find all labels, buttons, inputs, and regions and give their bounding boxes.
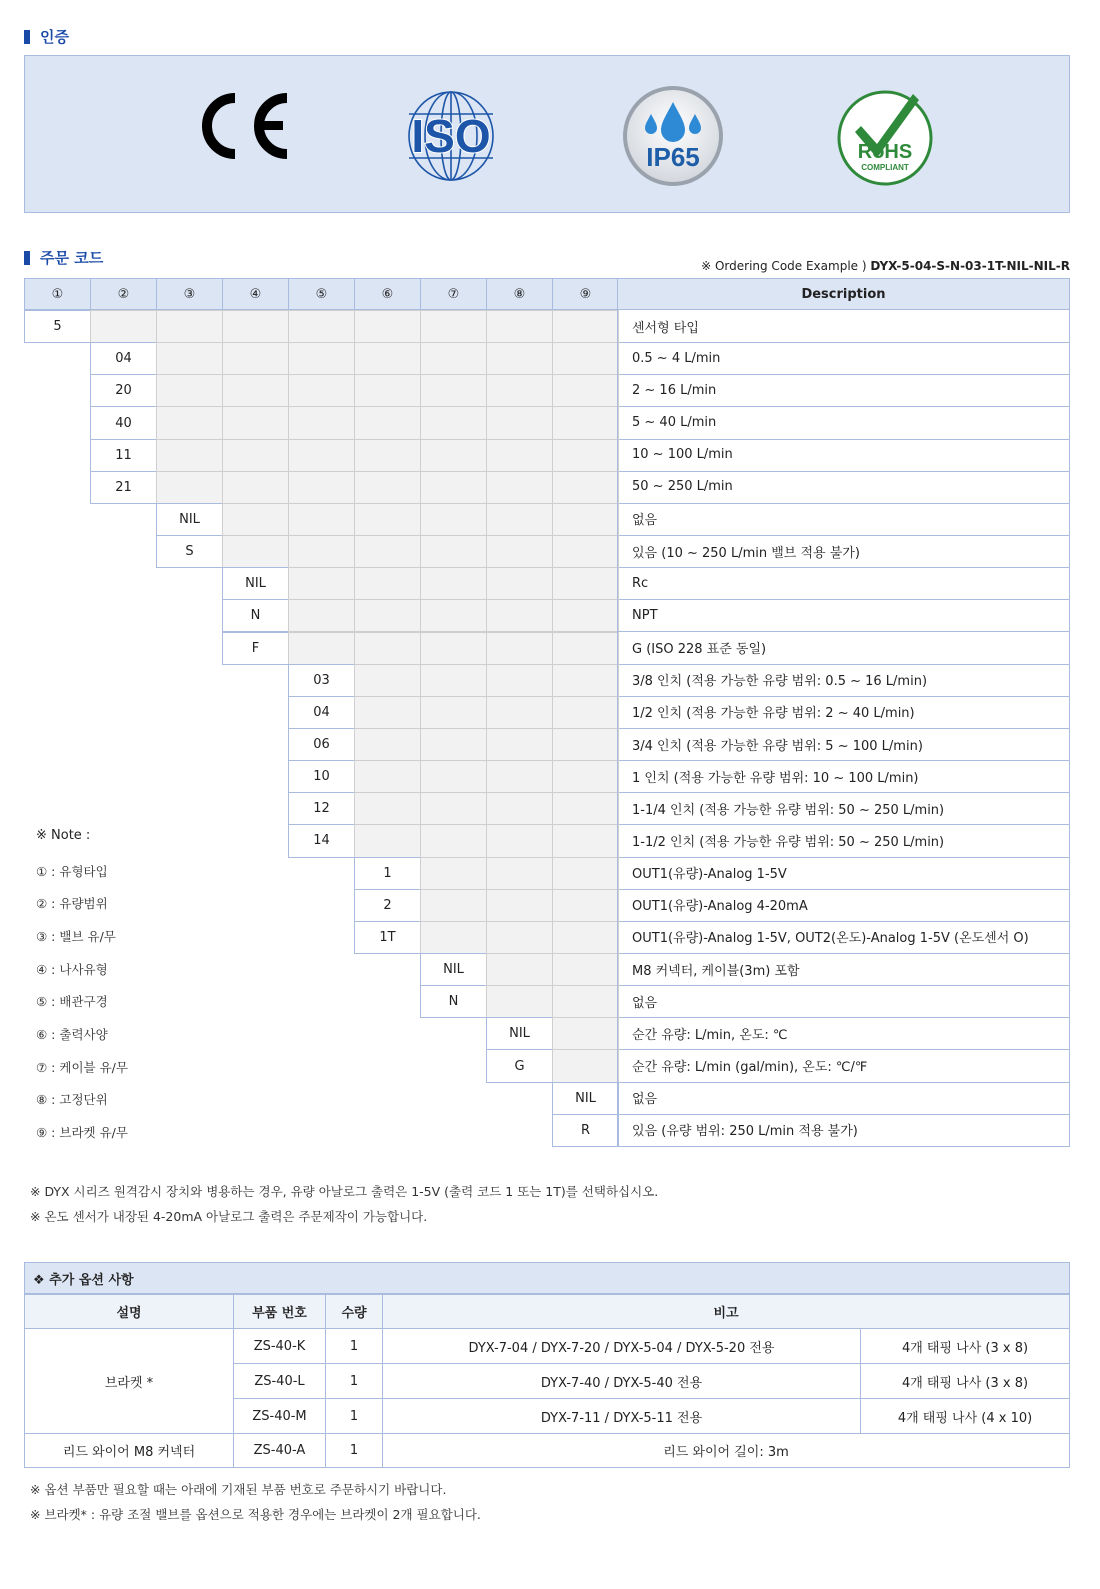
code-cell: NIL [156, 503, 223, 536]
lead-wire-qty: 1 [325, 1433, 383, 1468]
code-cell: 04 [90, 342, 157, 375]
empty-cell [552, 824, 619, 857]
empty-cell [486, 406, 553, 439]
desc-cell: 3/4 인치 (적용 가능한 유량 범위: 5 ~ 100 L/min) [617, 728, 1070, 761]
lead-wire-note: 리드 와이어 길이: 3m [382, 1433, 1070, 1468]
desc-cell: G (ISO 228 표준 동일) [617, 632, 1070, 665]
empty-cell [552, 1017, 619, 1050]
code-cell: S [156, 535, 223, 568]
empty-cell [420, 760, 487, 793]
empty-cell [486, 471, 553, 504]
desc-cell: 1-1/2 인치 (적용 가능한 유량 범위: 50 ~ 250 L/min) [617, 824, 1070, 857]
empty-cell [486, 985, 553, 1018]
example-prefix: ※ Ordering Code Example ) [701, 259, 867, 273]
empty-cell [222, 439, 289, 472]
empty-cell [354, 471, 421, 504]
empty-cell [420, 439, 487, 472]
desc-cell: NPT [617, 599, 1070, 632]
order-section-title [24, 247, 103, 268]
code-cell: N [222, 599, 289, 632]
empty-cell [288, 471, 355, 504]
note-item: ⑤ : 배관구경 [36, 994, 108, 1009]
option-part-number: ZS-40-K [233, 1328, 326, 1364]
empty-cell [552, 599, 619, 632]
empty-cell [486, 664, 553, 697]
empty-cell [354, 792, 421, 825]
ip65-badge-icon [621, 84, 725, 188]
example-code: DYX-5-04-S-N-03-1T-NIL-NIL-R [870, 259, 1070, 273]
empty-cell [222, 406, 289, 439]
desc-cell: 0.5 ~ 4 L/min [617, 342, 1070, 375]
order-title-text: 주문 코드 [40, 249, 104, 267]
empty-cell [156, 374, 223, 407]
empty-cell [354, 374, 421, 407]
empty-cell [156, 471, 223, 504]
ce-mark-icon [191, 86, 291, 166]
empty-cell [486, 953, 553, 986]
section-bar-icon [24, 251, 30, 265]
options-section-title: ❖ 추가 옵션 사항 [24, 1262, 1070, 1294]
col-header: ⑤ [288, 278, 355, 310]
code-cell: NIL [552, 1082, 619, 1115]
empty-cell [288, 439, 355, 472]
lead-wire-desc: 리드 와이어 M8 커넥터 [24, 1433, 234, 1468]
empty-cell [90, 310, 157, 343]
options-remark: ※ 옵션 부품만 필요할 때는 아래에 기재된 부품 번호로 주문하시기 바랍니다. [30, 1482, 447, 1497]
options-header-note: 비고 [382, 1294, 1070, 1329]
empty-cell [552, 857, 619, 890]
empty-cell [420, 728, 487, 761]
empty-cell [420, 374, 487, 407]
empty-cell [288, 342, 355, 375]
empty-cell [288, 374, 355, 407]
code-cell: NIL [486, 1017, 553, 1050]
option-part-number: ZS-40-L [233, 1363, 326, 1399]
empty-cell [420, 567, 487, 600]
code-cell: N [420, 985, 487, 1018]
option-models: DYX-7-11 / DYX-5-11 전용 [382, 1398, 861, 1434]
empty-cell [420, 406, 487, 439]
empty-cell [486, 792, 553, 825]
empty-cell [552, 792, 619, 825]
note-title: ※ Note : [36, 828, 91, 843]
note-item: ⑨ : 브라켓 유/무 [36, 1125, 128, 1140]
empty-cell [486, 342, 553, 375]
empty-cell [288, 567, 355, 600]
code-cell: 10 [288, 760, 355, 793]
order-remark: ※ 온도 센서가 내장된 4-20mA 아날로그 출력은 주문제작이 가능합니다. [30, 1209, 428, 1224]
desc-cell: Rc [617, 567, 1070, 600]
empty-cell [156, 342, 223, 375]
empty-cell [486, 439, 553, 472]
desc-cell: 순간 유량: L/min, 온도: ℃ [617, 1017, 1070, 1050]
col-header: ③ [156, 278, 223, 310]
code-cell: 03 [288, 664, 355, 697]
col-header: ⑨ [552, 278, 619, 310]
note-item: ③ : 밸브 유/무 [36, 929, 116, 944]
empty-cell [420, 664, 487, 697]
option-screw: 4개 태핑 나사 (3 x 8) [860, 1363, 1070, 1399]
empty-cell [222, 471, 289, 504]
col-header: ⑧ [486, 278, 553, 310]
desc-cell: 5 ~ 40 L/min [617, 406, 1070, 439]
empty-cell [420, 696, 487, 729]
col-header: ② [90, 278, 157, 310]
note-item: ⑧ : 고정단위 [36, 1092, 108, 1107]
empty-cell [354, 342, 421, 375]
empty-cell [552, 760, 619, 793]
empty-cell [222, 310, 289, 343]
empty-cell [288, 310, 355, 343]
code-cell: 04 [288, 696, 355, 729]
lead-wire-part: ZS-40-A [233, 1433, 326, 1468]
options-header-desc: 설명 [24, 1294, 234, 1329]
empty-cell [486, 535, 553, 568]
iso-logo-text: ISO [411, 110, 491, 162]
note-item: ① : 유형타입 [36, 864, 108, 879]
code-cell: 21 [90, 471, 157, 504]
empty-cell [486, 567, 553, 600]
desc-cell: 순간 유량: L/min (gal/min), 온도: ℃/℉ [617, 1049, 1070, 1082]
empty-cell [486, 824, 553, 857]
empty-cell [420, 632, 487, 665]
desc-cell: 1 인치 (적용 가능한 유량 범위: 10 ~ 100 L/min) [617, 760, 1070, 793]
empty-cell [486, 632, 553, 665]
empty-cell [486, 503, 553, 536]
empty-cell [552, 567, 619, 600]
empty-cell [486, 889, 553, 922]
empty-cell [552, 342, 619, 375]
col-header: ⑦ [420, 278, 487, 310]
option-models: DYX-7-04 / DYX-7-20 / DYX-5-04 / DYX-5-20 전용 [382, 1328, 861, 1364]
code-cell: 06 [288, 728, 355, 761]
empty-cell [552, 953, 619, 986]
empty-cell [552, 921, 619, 954]
code-cell: 2 [354, 889, 421, 922]
empty-cell [354, 696, 421, 729]
empty-cell [552, 728, 619, 761]
col-header: ① [24, 278, 91, 310]
note-item: ⑥ : 출력사양 [36, 1027, 108, 1042]
desc-cell: M8 커넥터, 케이블(3m) 포함 [617, 953, 1070, 986]
empty-cell [552, 535, 619, 568]
empty-cell [354, 567, 421, 600]
empty-cell [552, 503, 619, 536]
option-models: DYX-7-40 / DYX-5-40 전용 [382, 1363, 861, 1399]
empty-cell [288, 406, 355, 439]
empty-cell [354, 599, 421, 632]
options-header-part: 부품 번호 [233, 1294, 326, 1329]
empty-cell [486, 374, 553, 407]
empty-cell [420, 310, 487, 343]
rohs-sub-text: COMPLIANT [861, 163, 909, 172]
empty-cell [354, 439, 421, 472]
desc-cell: OUT1(유량)-Analog 1-5V [617, 857, 1070, 890]
ordering-code-example [701, 259, 1070, 273]
code-cell: NIL [420, 953, 487, 986]
note-item: ② : 유량범위 [36, 896, 108, 911]
empty-cell [156, 406, 223, 439]
empty-cell [552, 374, 619, 407]
col-header: ⑥ [354, 278, 421, 310]
empty-cell [222, 535, 289, 568]
desc-cell: 1/2 인치 (적용 가능한 유량 범위: 2 ~ 40 L/min) [617, 696, 1070, 729]
empty-cell [420, 503, 487, 536]
desc-cell: 있음 (유량 범위: 250 L/min 적용 불가) [617, 1114, 1070, 1147]
empty-cell [420, 535, 487, 568]
empty-cell [354, 503, 421, 536]
desc-header: Description [617, 278, 1070, 310]
empty-cell [288, 503, 355, 536]
empty-cell [420, 824, 487, 857]
desc-cell: 1-1/4 인치 (적용 가능한 유량 범위: 50 ~ 250 L/min) [617, 792, 1070, 825]
code-cell: 1T [354, 921, 421, 954]
empty-cell [354, 310, 421, 343]
empty-cell [486, 310, 553, 343]
desc-cell: OUT1(유량)-Analog 4-20mA [617, 889, 1070, 922]
empty-cell [552, 310, 619, 343]
code-cell: 12 [288, 792, 355, 825]
empty-cell [420, 889, 487, 922]
note-item: ⑦ : 케이블 유/무 [36, 1060, 128, 1075]
empty-cell [486, 857, 553, 890]
empty-cell [354, 406, 421, 439]
empty-cell [486, 921, 553, 954]
desc-cell: 센서형 타입 [617, 310, 1070, 343]
option-screw: 4개 태핑 나사 (4 x 10) [860, 1398, 1070, 1434]
options-header-qty: 수량 [325, 1294, 383, 1329]
empty-cell [354, 535, 421, 568]
empty-cell [354, 664, 421, 697]
desc-cell: 50 ~ 250 L/min [617, 471, 1070, 504]
desc-cell: 있음 (10 ~ 250 L/min 밸브 적용 불가) [617, 535, 1070, 568]
option-part-number: ZS-40-M [233, 1398, 326, 1434]
empty-cell [552, 696, 619, 729]
code-cell: NIL [222, 567, 289, 600]
desc-cell: OUT1(유량)-Analog 1-5V, OUT2(온도)-Analog 1-5V (온도센서 O) [617, 921, 1070, 954]
empty-cell [486, 599, 553, 632]
desc-cell: 없음 [617, 503, 1070, 536]
code-cell: 14 [288, 824, 355, 857]
desc-cell: 3/8 인치 (적용 가능한 유량 범위: 0.5 ~ 16 L/min) [617, 664, 1070, 697]
empty-cell [354, 632, 421, 665]
code-cell: 11 [90, 439, 157, 472]
empty-cell [354, 824, 421, 857]
empty-cell [156, 310, 223, 343]
note-item: ④ : 나사유형 [36, 962, 108, 977]
empty-cell [552, 889, 619, 922]
code-cell: 20 [90, 374, 157, 407]
code-cell: F [222, 632, 289, 665]
cert-logo-box [24, 55, 1070, 213]
ip65-logo-text: IP65 [646, 142, 700, 172]
empty-cell [222, 503, 289, 536]
options-remark: ※ 브라켓* : 유량 조절 밸브를 옵션으로 적용한 경우에는 브라켓이 2개 필요합니다. [30, 1507, 481, 1522]
empty-cell [354, 760, 421, 793]
col-header: ④ [222, 278, 289, 310]
option-screw: 4개 태핑 나사 (3 x 8) [860, 1328, 1070, 1364]
empty-cell [420, 921, 487, 954]
empty-cell [486, 760, 553, 793]
empty-cell [420, 471, 487, 504]
code-cell: G [486, 1049, 553, 1082]
empty-cell [552, 406, 619, 439]
option-qty: 1 [325, 1328, 383, 1364]
section-bar-icon [24, 30, 30, 44]
option-qty: 1 [325, 1398, 383, 1434]
order-remark: ※ DYX 시리즈 원격감시 장치와 병용하는 경우, 유량 아날로그 출력은 1-5V (출력 코드 1 또는 1T)를 선택하십시오. [30, 1184, 659, 1199]
empty-cell [420, 342, 487, 375]
desc-cell: 10 ~ 100 L/min [617, 439, 1070, 472]
empty-cell [420, 599, 487, 632]
empty-cell [222, 342, 289, 375]
empty-cell [288, 599, 355, 632]
rohs-logo-text: RoHS [857, 141, 913, 163]
code-cell: 1 [354, 857, 421, 890]
desc-cell: 없음 [617, 1082, 1070, 1115]
empty-cell [156, 439, 223, 472]
empty-cell [552, 1049, 619, 1082]
empty-cell [552, 439, 619, 472]
empty-cell [354, 728, 421, 761]
cert-title-text: 인증 [40, 28, 69, 46]
empty-cell [552, 632, 619, 665]
empty-cell [552, 471, 619, 504]
empty-cell [486, 728, 553, 761]
empty-cell [222, 374, 289, 407]
cert-section-title [24, 26, 69, 47]
empty-cell [288, 535, 355, 568]
code-cell: R [552, 1114, 619, 1147]
desc-cell: 2 ~ 16 L/min [617, 374, 1070, 407]
desc-cell: 없음 [617, 985, 1070, 1018]
iso-logo-icon [395, 86, 507, 186]
empty-cell [552, 664, 619, 697]
empty-cell [420, 792, 487, 825]
rohs-badge-icon [835, 84, 935, 188]
empty-cell [420, 857, 487, 890]
option-qty: 1 [325, 1363, 383, 1399]
code-cell: 5 [24, 310, 91, 343]
code-cell: 40 [90, 406, 157, 439]
empty-cell [552, 985, 619, 1018]
bracket-label: 브라켓 * [24, 1328, 234, 1434]
empty-cell [486, 696, 553, 729]
empty-cell [288, 632, 355, 665]
